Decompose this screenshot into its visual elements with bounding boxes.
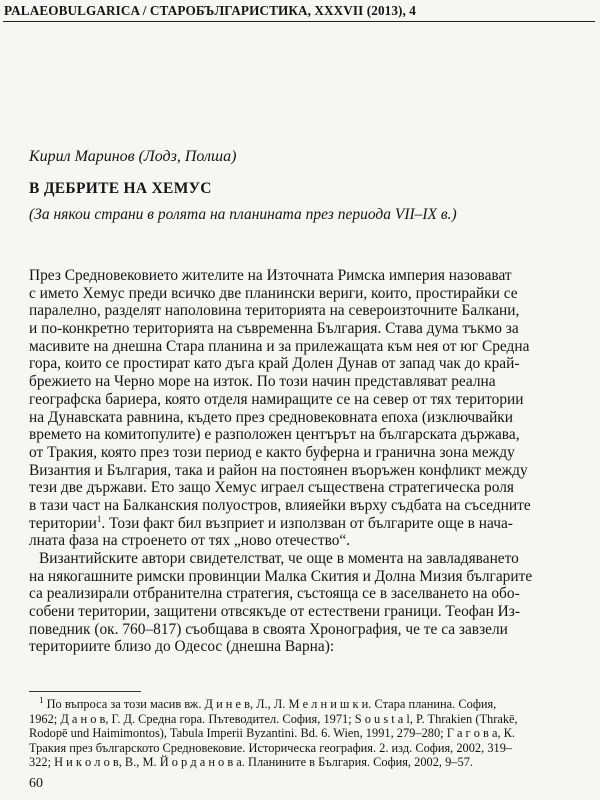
article-author: Кирил Маринов (Лодз, Полша) [29, 148, 237, 165]
body-line: тези две държави. Ето защо Хемус играел съществена стратегическа роля [29, 479, 514, 497]
footnote-text: По въпроса за този масив вж. Д и н е в, Л., Л. М е л н и ш к и. Стара планина. София, [46, 697, 497, 711]
footnote-rule [29, 691, 141, 692]
footnote-line [29, 697, 597, 712]
body-line: на Дунавската равнина, където през средновековната епоха (изключвайки [29, 408, 514, 426]
body-line: са реализирали отбранителна стратегия, състояща се в заселването на обо- [29, 585, 520, 603]
header-rule [3, 21, 595, 22]
footnote-mark: 1 [39, 697, 44, 705]
body-line: поведник (ок. 760–817) съобщава в своята Хронография, че те са завзели [29, 620, 508, 638]
article-subtitle: (За някои страни в ролята на планината през периода VII–IX в.) [29, 206, 457, 223]
body-line: масивите на днешна Стара планина и за прилежащата към нея от юг Средна [29, 337, 530, 355]
body-line: брежието на Черно море на изток. По този начин представляват реална [29, 373, 496, 391]
body-line: териториите близо до Одесос (днешна Варна): [29, 638, 335, 656]
body-line: През Средновековието жителите на Източната Римска империя назовават [29, 267, 512, 284]
footnote-line: Тракия през българското Средновековие. Историческа география. 2. изд. София, 2002, 319– [29, 740, 513, 755]
running-header: PALAEOBULGARICA / СТАРОБЪЛГАРИСТИКА, XXXVII (2013), 4 [4, 3, 417, 18]
footnote-ref: 1 [96, 514, 102, 524]
body-line: Византийските автори свидетелстват, че още в момента на завладяването [39, 550, 519, 567]
body-line: и по-конкретно територията на съвременна България. Става дума тъкмо за [29, 320, 519, 338]
body-text [29, 267, 597, 656]
body-line: гора, които се простират като дъга край Долен Дунав от запад чак до край- [29, 355, 520, 373]
body-line: в тази част на Балканския полуостров, влияейки върху съдбата на съседните [29, 496, 531, 514]
footnote-line: 1962; Д а н о в, Г. Д. Средна гора. Пътеводител. София, 1971; S o u s t a l, P. Thrakien (Thrakē, [29, 711, 518, 726]
body-line: лната фаза на строенето от тях „ново отечество“. [29, 532, 351, 550]
body-line: географска бариера, която отделя намиращите се на север от тях територии [29, 390, 524, 408]
body-line: Византия и България, така и район на постоянен въоръжен конфликт между [29, 461, 528, 479]
article-title: В ДЕБРИТЕ НА ХЕМУС [29, 180, 212, 197]
body-line-with-footnote [29, 515, 597, 533]
body-line: времето на комитопулите) е разположен центърът на българската държава, [29, 426, 520, 444]
body-line: с името Хемус преди всичко две планински вериги, които, простирайки се [29, 284, 518, 302]
body-line: на някогашните римски провинции Малка Скития и Долна Мизия българите [29, 567, 533, 585]
footnote-line: 322; Н и к о л о в, В., М. Й о р д а н о в а. Планините в България. София, 2002, 9–57. [29, 755, 473, 770]
page-number: 60 [29, 776, 43, 791]
footnotes [29, 697, 597, 770]
body-line: от Тракия, която през този период е както буферна и гранична зона между [29, 443, 515, 461]
body-text-run: . Този факт бил възприет и използван от българите още в нача- [101, 514, 513, 532]
body-line: паралелно, разделят наполовина територията на североизточните Балкани, [29, 302, 520, 320]
body-line: собени територии, защитени отвсякъде от естествени граници. Теофан Из- [29, 603, 520, 621]
body-text-run: територии [29, 514, 97, 532]
footnote-line: Rodopē und Haimimontos), Tabula Imperii Byzantini. Bd. 6. Wien, 1991, 279–280; Г а г о в а, К. [29, 726, 516, 741]
